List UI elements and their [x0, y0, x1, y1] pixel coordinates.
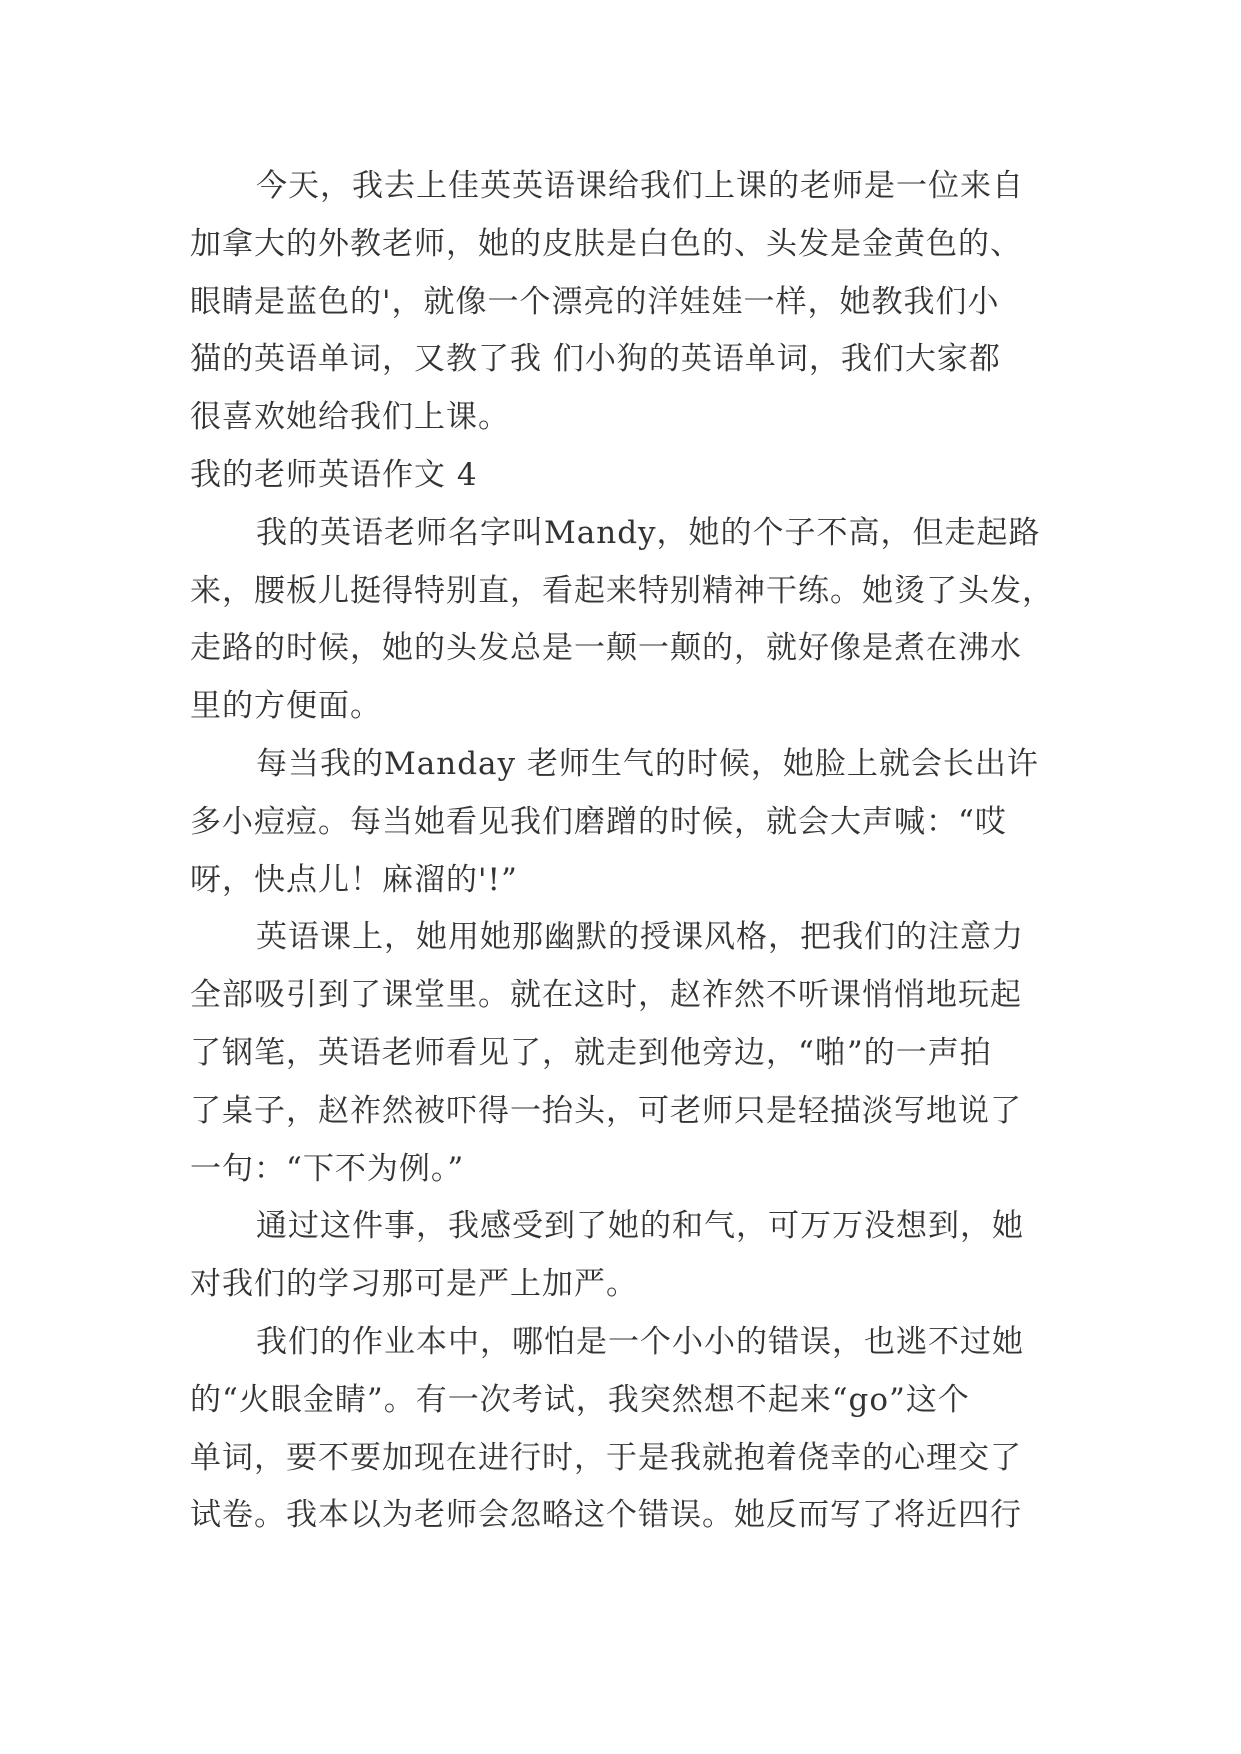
paragraph-4 — [190, 909, 1070, 1198]
text-line: 走路的时候，她的头发总是一颠一颠的，就好像是煮在沸水 — [190, 630, 1022, 667]
text-line: 英语课上，她用她那幽默的授课风格，把我们的注意力 — [256, 919, 1024, 956]
text-line: 了钢笔，英语老师看见了，就走到他旁边，“啪”的一声拍 — [190, 1034, 992, 1071]
text-line: 我们的作业本中，哪怕是一个小小的错误，也逃不过她 — [256, 1323, 1024, 1360]
text-line: 的“火眼金睛”。有一次考试，我突然想不起来“go”这个 — [190, 1381, 970, 1418]
paragraph-1 — [190, 158, 1070, 447]
text-line: 很喜欢她给我们上课。 — [190, 399, 510, 436]
text-line: 多小痘痘。每当她看见我们磨蹭的时候，就会大声喊：“哎 — [190, 803, 1007, 840]
text-line: 单词，要不要加现在进行时，于是我就抱着侥幸的心理交了 — [190, 1439, 1022, 1476]
text-line: 试卷。我本以为老师会忽略这个错误。她反而写了将近四行 — [190, 1497, 1022, 1534]
heading-text: 我的老师英语作文 4 — [190, 456, 478, 493]
text-line: 里的方便面。 — [190, 688, 382, 725]
paragraph-2 — [190, 505, 1070, 736]
text-line: 全部吸引到了课堂里。就在这时，赵祚然不听课悄悄地玩起 — [190, 977, 1022, 1014]
text-line: 每当我的Manday 老师生气的时候，她脸上就会长出许 — [256, 745, 1039, 782]
paragraph-3 — [190, 736, 1070, 909]
text-line: 加拿大的外教老师，她的皮肤是白色的、头发是金黄色的、 — [190, 225, 1022, 262]
section-heading — [190, 447, 1070, 505]
text-line: 呀，快点儿！麻溜的'!” — [190, 861, 518, 898]
text-line: 一句：“下不为例。” — [190, 1150, 465, 1187]
text-line: 通过这件事，我感受到了她的和气，可万万没想到，她 — [256, 1208, 1024, 1245]
paragraph-5 — [190, 1198, 1070, 1314]
text-line: 我的英语老师名字叫Mandy，她的个子不高，但走起路 — [256, 514, 1041, 551]
paragraph-6 — [190, 1314, 1070, 1545]
text-line: 猫的英语单词，又教了我 们小狗的英语单词，我们大家都 — [190, 341, 1001, 378]
text-line: 来，腰板儿挺得特别直，看起来特别精神干练。她烫了头发， — [190, 572, 1054, 609]
text-line: 了桌子，赵祚然被吓得一抬头，可老师只是轻描淡写地说了 — [190, 1092, 1022, 1129]
document-body — [190, 158, 1070, 1545]
text-line: 对我们的学习那可是严上加严。 — [190, 1266, 638, 1303]
text-line: 眼睛是蓝色的'，就像一个漂亮的洋娃娃一样，她教我们小 — [190, 283, 1000, 320]
text-line: 今天，我去上佳英英语课给我们上课的老师是一位来自 — [256, 168, 1024, 204]
